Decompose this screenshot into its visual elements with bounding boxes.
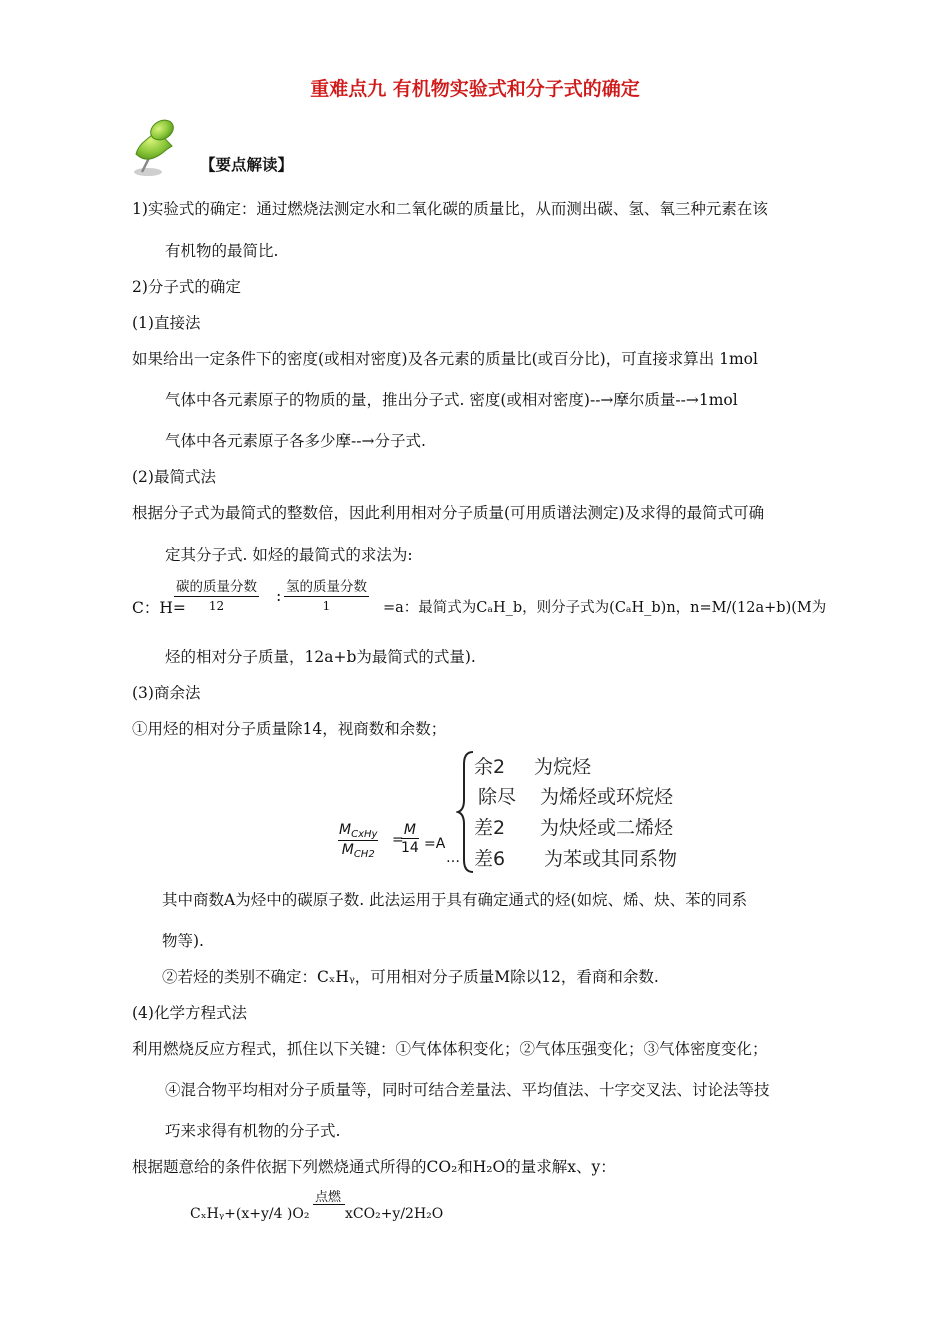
paragraph-text: 烃的相对分子质量，12a+b为最简式的式量). [165,648,476,666]
pushpin-icon [128,116,184,178]
paragraph-text: 气体中各元素原子各多少摩--→分子式. [165,432,426,450]
paragraph-text: 其中商数A为烃中的碳原子数. 此法运用于具有确定通式的烃(如烷、烯、炔、苯的同系 [162,891,748,909]
equation-condition: 点燃 [315,1190,342,1205]
left-brace-icon [456,750,476,874]
case-type: 为炔烃或二烯烃 [540,817,674,839]
paragraph-text: 有机物的最简比. [165,242,279,260]
paragraph-text: ①用烃的相对分子质量除14，视商数和余数； [132,720,447,738]
case-condition: 余2 [474,756,506,778]
formula-prefix: C：H= [132,599,186,617]
case-condition: 除尽 [478,786,517,808]
paragraph-text: (1)直接法 [132,314,201,332]
formula-suffix: =a：最简式为CₐH_b，则分子式为(CₐH_b)n，n=M/(12a+b)(M为 [383,600,827,616]
paragraph-text: 巧来求得有机物的分子式. [165,1122,341,1140]
denominator-14: 14 [401,840,419,856]
case-type: 为烯烃或环烷烃 [540,786,674,808]
fraction-numerator: 碳的质量分数 [174,575,259,597]
paragraph-text: 利用燃烧反应方程式，抓住以下关键：①气体体积变化；②气体压强变化；③气体密度变化； [132,1040,768,1058]
paragraph-text: 根据分子式为最简式的整数倍，因此利用相对分子质量(可用质谱法测定)及求得的最简式可确 [132,504,765,522]
numerator-m: M [401,822,419,839]
paragraph-text: (4)化学方程式法 [132,1004,247,1022]
paragraph-text: (2)最简式法 [132,468,216,486]
fraction-denominator: 12 [208,599,225,613]
paragraph-text: 如果给出一定条件下的密度(或相对密度)及各元素的质量比(或百分比)，可直接求算出 1mol [132,350,758,368]
denominator-m: M [341,842,354,858]
fraction-carbon [174,575,259,613]
formula-colon: : [276,586,282,605]
case-condition: 差6 [474,848,506,870]
equation-right: xCO₂+y/2H₂O [345,1206,444,1222]
fraction-denominator: 1 [322,599,331,613]
paragraph-text: (3)商余法 [132,684,201,702]
fraction-m-over-14 [401,822,419,856]
paragraph-text: 1)实验式的确定：通过燃烧法测定水和二氧化碳的质量比，从而测出碳、氢、氧三种元素在该 [132,200,768,218]
fraction-numerator: 氢的质量分数 [284,575,369,597]
fraction-hydrogen [284,575,369,613]
equation-arrow-line [313,1204,345,1205]
result-a: =A [424,836,446,852]
paragraph-text: 根据题意给的条件依据下列燃烧通式所得的CO₂和H₂O的量求解x、y： [132,1158,616,1176]
paragraph-text: ②若烃的类别不确定：CₓHᵧ，可用相对分子质量M除以12，看商和余数. [162,968,659,986]
fraction-molar-ratio [338,822,378,860]
numerator-sub: CxHy [351,829,378,840]
paragraph-text: 气体中各元素原子的物质的量，推出分子式. 密度(或相对密度)--→摩尔质量--→1mol [165,391,738,409]
case-condition: 差2 [474,817,506,839]
section-heading: 【要点解读】 [200,156,294,174]
case-type: 为苯或其同系物 [544,848,678,870]
page-title: 重难点九 有机物实验式和分子式的确定 [310,78,640,100]
equals-sign: = [392,832,404,848]
paragraph-text: 2)分子式的确定 [132,278,241,296]
paragraph-text: 定其分子式. 如烃的最简式的求法为: [165,546,413,564]
denominator-sub: CH2 [353,849,375,860]
paragraph-text: ④混合物平均相对分子质量等，同时可结合差量法、平均值法、十字交叉法、讨论法等技 [165,1081,770,1099]
case-type: 为烷烃 [534,756,592,778]
equation-left: CₓHᵧ+(x+y/4 )O₂ [190,1206,310,1222]
paragraph-text: 物等). [162,932,204,950]
numerator-m: M [339,822,352,838]
ellipsis: … [446,850,460,866]
